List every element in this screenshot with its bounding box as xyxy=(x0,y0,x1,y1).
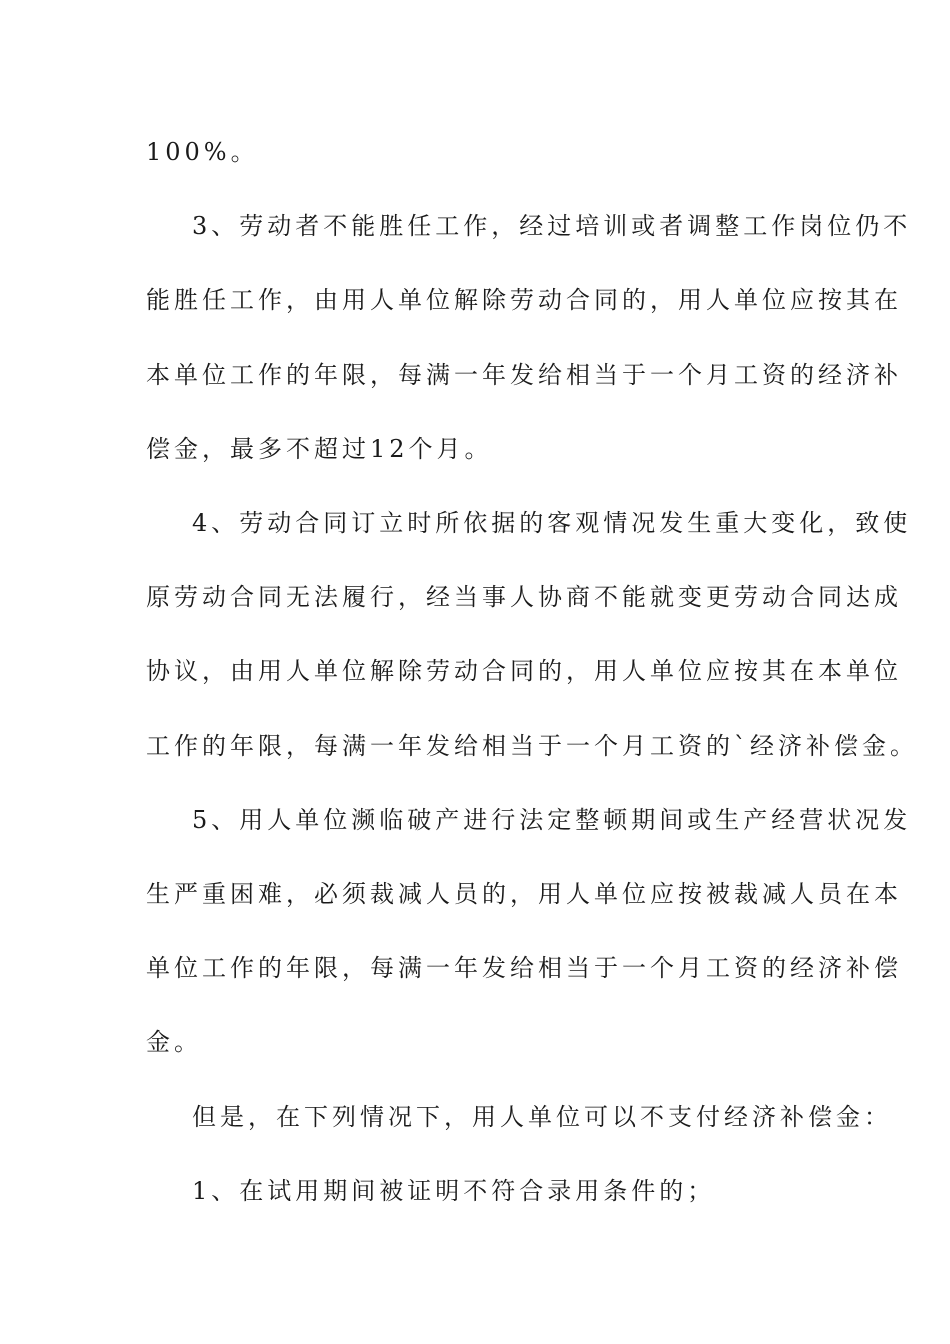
paragraph-5-line-3: 单位工作的年限，每满一年发给相当于一个月工资的经济补偿 xyxy=(146,954,902,982)
paragraph-3-line-1: 3、劳动者不能胜任工作，经过培训或者调整工作岗位仍不 xyxy=(192,212,912,240)
paragraph-5-line-4: 金。 xyxy=(146,1028,202,1056)
paragraph-exceptions-intro: 但是，在下列情况下，用人单位可以不支付经济补偿金： xyxy=(192,1103,892,1131)
paragraph-3-line-4: 偿金，最多不超过12个月。 xyxy=(146,435,493,463)
text-line: 100%。 xyxy=(146,138,259,166)
paragraph-4-line-1: 4、劳动合同订立时所依据的客观情况发生重大变化，致使 xyxy=(192,509,912,537)
paragraph-4-line-4: 工作的年限，每满一年发给相当于一个月工资的`经济补偿金。 xyxy=(146,732,918,760)
exception-item-1: 1、在试用期间被证明不符合录用条件的； xyxy=(192,1177,716,1205)
paragraph-4-line-2: 原劳动合同无法履行，经当事人协商不能就变更劳动合同达成 xyxy=(146,583,902,611)
paragraph-3-line-2: 能胜任工作，由用人单位解除劳动合同的，用人单位应按其在 xyxy=(146,286,902,314)
paragraph-4-line-3: 协议，由用人单位解除劳动合同的，用人单位应按其在本单位 xyxy=(146,657,902,685)
paragraph-5-line-2: 生严重困难，必须裁减人员的，用人单位应按被裁减人员在本 xyxy=(146,880,902,908)
paragraph-3-line-3: 本单位工作的年限，每满一年发给相当于一个月工资的经济补 xyxy=(146,361,902,389)
paragraph-5-line-1: 5、用人单位濒临破产进行法定整顿期间或生产经营状况发 xyxy=(192,806,912,834)
